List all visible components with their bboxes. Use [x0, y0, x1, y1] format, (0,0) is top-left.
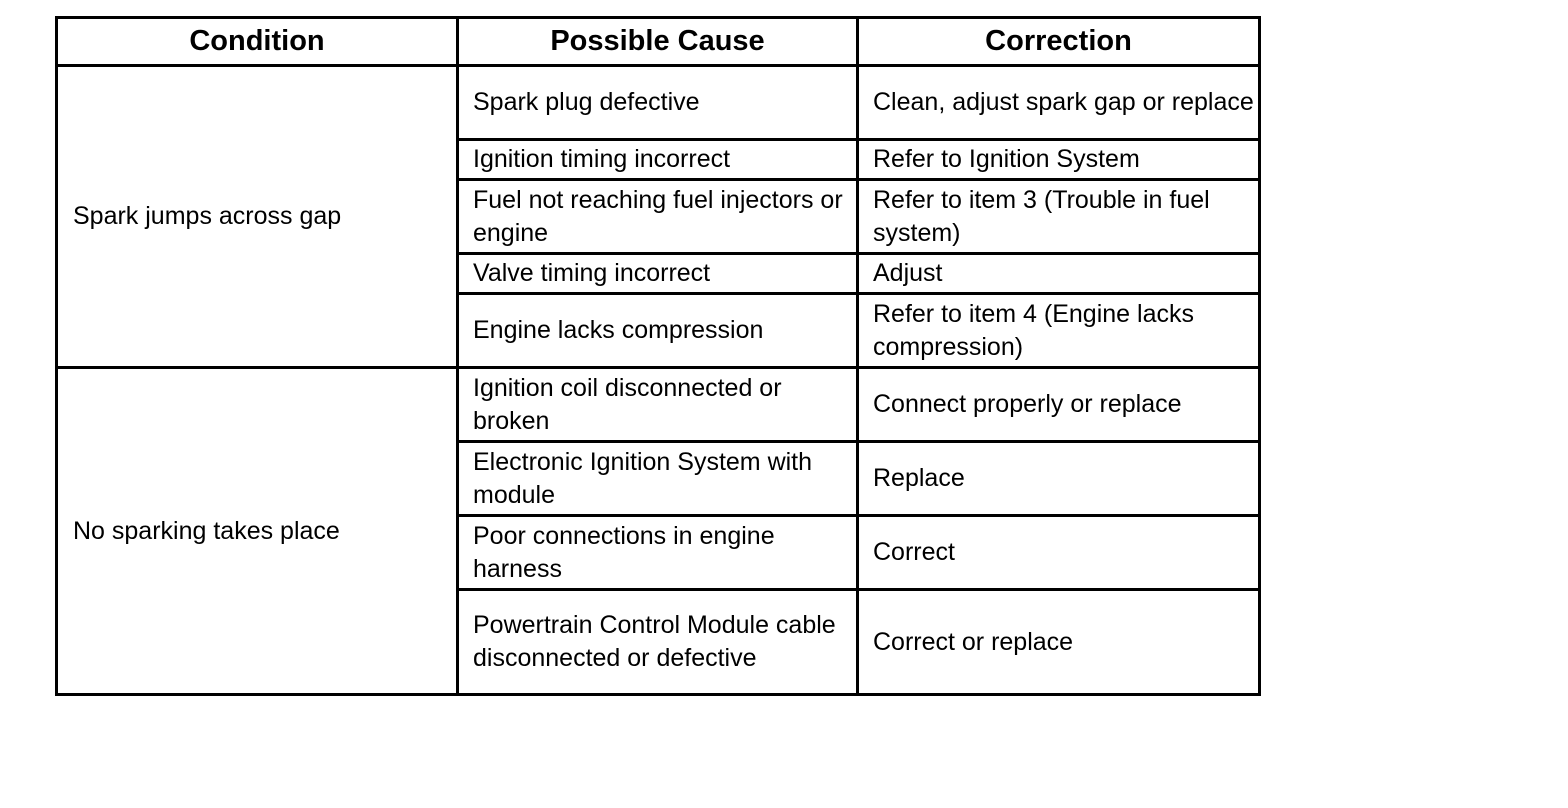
correction-cell: Refer to item 4 (Engine lacks compression) [858, 294, 1260, 368]
correction-cell: Replace [858, 442, 1260, 516]
correction-cell: Correct or replace [858, 590, 1260, 695]
table-header-row [57, 18, 1260, 66]
correction-cell: Correct [858, 516, 1260, 590]
cause-cell: Ignition coil disconnected or broken [458, 368, 858, 442]
correction-cell: Adjust [858, 254, 1260, 294]
cause-cell: Spark plug defective [458, 66, 858, 140]
correction-cell: Refer to Ignition System [858, 140, 1260, 180]
cause-cell: Powertrain Control Module cable disconnected or defective [458, 590, 858, 695]
correction-cell: Clean, adjust spark gap or replace [858, 66, 1260, 140]
troubleshooting-table [55, 16, 1261, 696]
header-correction: Correction [858, 18, 1260, 66]
cause-cell: Engine lacks compression [458, 294, 858, 368]
header-possible-cause: Possible Cause [458, 18, 858, 66]
cause-cell: Poor connections in engine harness [458, 516, 858, 590]
correction-cell: Refer to item 3 (Trouble in fuel system) [858, 180, 1260, 254]
condition-cell: No sparking takes place [57, 368, 458, 695]
cause-cell: Electronic Ignition System with module [458, 442, 858, 516]
condition-cell: Spark jumps across gap [57, 66, 458, 368]
table-row [57, 66, 1260, 140]
header-condition: Condition [57, 18, 458, 66]
correction-cell: Connect properly or replace [858, 368, 1260, 442]
cause-cell: Fuel not reaching fuel injectors or engine [458, 180, 858, 254]
cause-cell: Valve timing incorrect [458, 254, 858, 294]
table-row [57, 368, 1260, 442]
cause-cell: Ignition timing incorrect [458, 140, 858, 180]
